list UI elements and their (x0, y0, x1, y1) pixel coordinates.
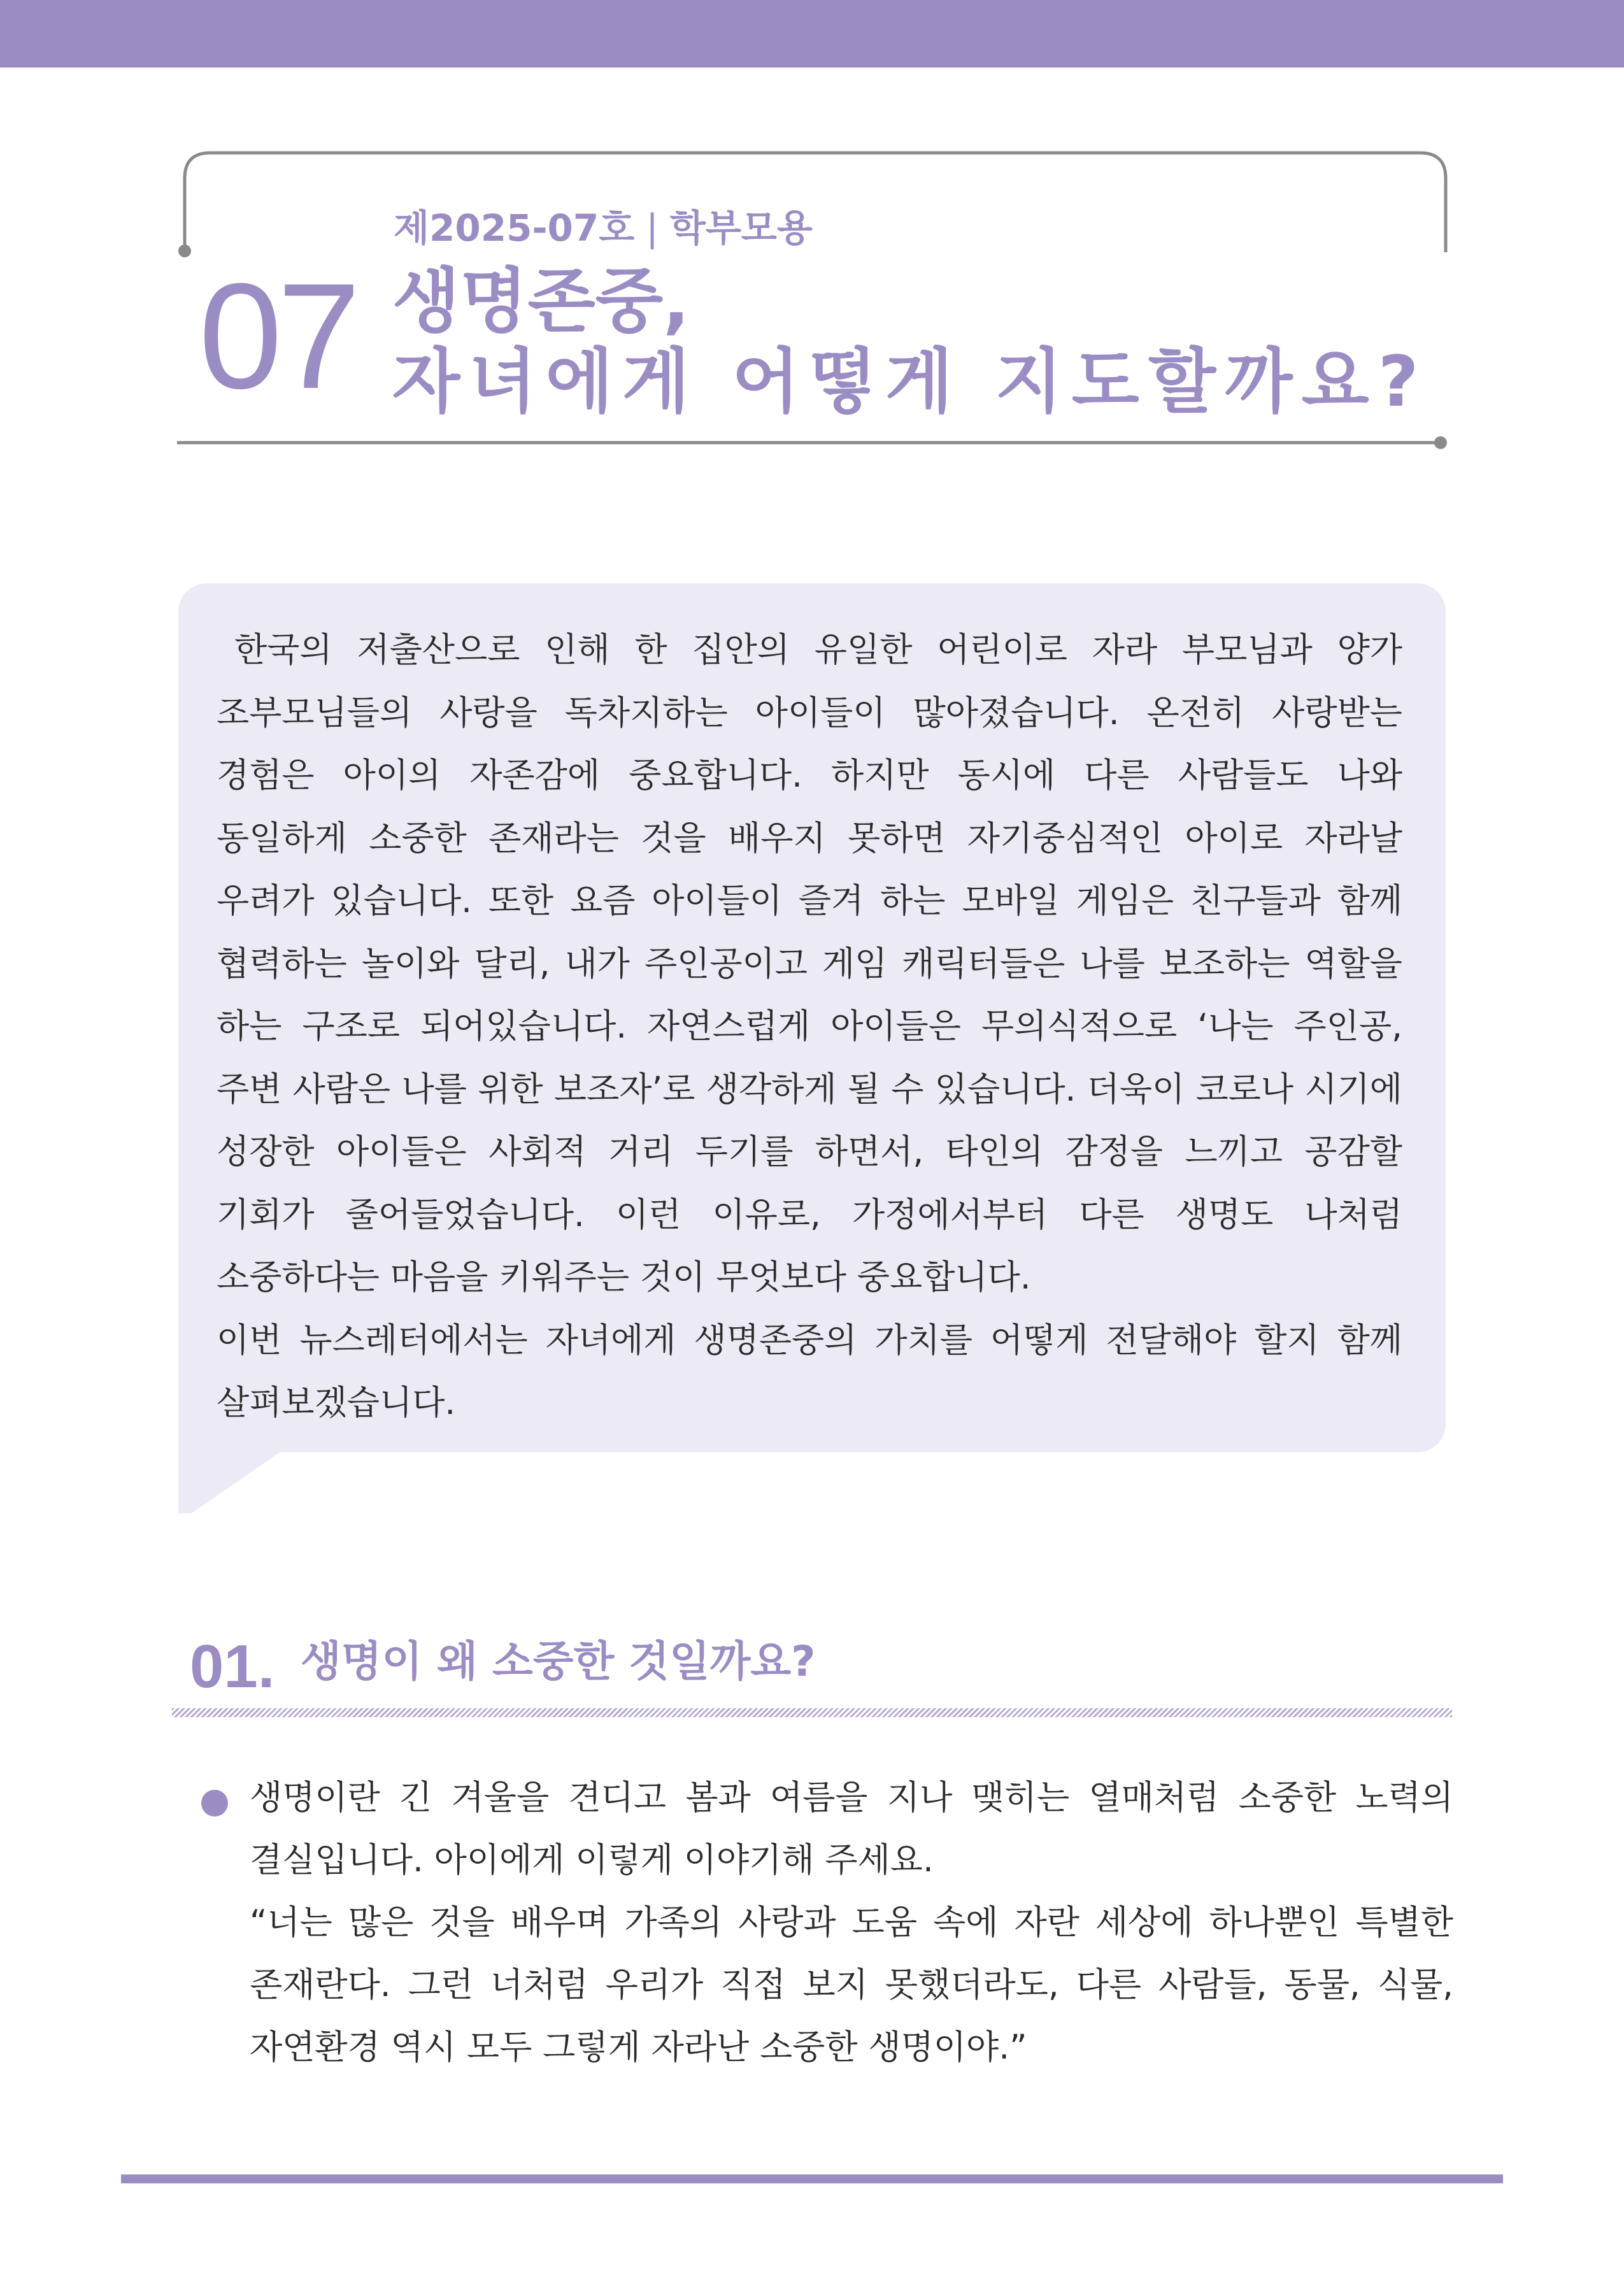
intro-line: 성장한 아이들은 사회적 거리 두기를 하면서, 타인의 감정을 느끼고 공감할 (217, 1132, 1402, 1171)
bullet-line: 결실입니다. 아이에게 이렇게 이야기해 주세요. (250, 1841, 934, 1880)
section-number: 01. (190, 1632, 275, 1701)
intro-line: 동일하게 소중한 존재라는 것을 배우지 못하면 자기중심적인 아이로 자라날 (217, 818, 1402, 858)
audience-label: 학부모용 (669, 206, 813, 250)
title-line-1: 생명존중, (392, 261, 690, 342)
intro-line: 소중하다는 마음을 키워주는 것이 무엇보다 중요합니다. (217, 1258, 1031, 1297)
intro-line: 기회가 줄어들었습니다. 이런 이유로, 가정에서부터 다른 생명도 나처럼 (217, 1195, 1402, 1234)
bullet-line: 생명이란 긴 겨울을 견디고 봄과 여름을 지나 맺히는 열매처럼 소중한 노력의 (250, 1778, 1453, 1817)
section-heading (172, 1615, 1452, 1724)
intro-paragraph (217, 619, 1402, 1435)
intro-line: 경험은 아이의 자존감에 중요합니다. 하지만 동시에 다른 사람들도 나와 (217, 756, 1402, 795)
title-line-2: 자녀에게 어떻게 지도할까요? (392, 341, 1428, 422)
intro-line: 우려가 있습니다. 또한 요즘 아이들이 즐겨 하는 모바일 게임은 친구들과 함께 (217, 882, 1402, 920)
bullet-line: 존재란다. 그런 너처럼 우리가 직접 보지 못했더라도, 다른 사람들, 동물, 식물, (250, 1966, 1453, 2004)
bullet-line: 자연환경 역시 모두 그렇게 자라난 소중한 생명이야.” (250, 2028, 1027, 2067)
section-title: 생명이 왜 소중한 것일까요? (301, 1637, 816, 1686)
intro-line: 이번 뉴스레터에서는 자녀에게 생명존중의 가치를 어떻게 전달해야 할지 함께 (217, 1320, 1402, 1360)
newsletter-number: 07 (199, 252, 356, 420)
intro-line: 협력하는 놀이와 달리, 내가 주인공이고 게임 캐릭터들은 나를 보조하는 역할을 (217, 944, 1402, 983)
intro-speech-bubble (176, 583, 1446, 1520)
intro-line: 한국의 저출산으로 인해 한 집안의 유일한 어린이로 자라 부모님과 양가 (234, 631, 1402, 669)
issue-number: 제2025-07호 (394, 206, 635, 250)
bullet-line: “너는 많은 것을 배우며 가족의 사랑과 도움 속에 자란 세상에 하나뿐인 특별한 (250, 1903, 1453, 1942)
intro-line: 조부모님들의 사랑을 독차지하는 아이들이 많아졌습니다. 온전히 사랑받는 (217, 693, 1402, 732)
intro-line: 하는 구조로 되어있습니다. 자연스럽게 아이들은 무의식적으로 ‘나는 주인공, (217, 1007, 1402, 1046)
bullet-paragraph (250, 1767, 1453, 2079)
page-title (392, 261, 1475, 422)
bottom-rule (121, 2174, 1503, 2183)
bullet-dot-icon (201, 1790, 228, 1817)
issue-separator: | (646, 206, 659, 250)
intro-line: 주변 사람은 나를 위한 보조자’로 생각하게 될 수 있습니다. 더욱이 코로나 시기에 (217, 1069, 1402, 1109)
intro-line: 살펴보겠습니다. (217, 1383, 456, 1422)
section-divider (172, 1708, 1452, 1717)
issue-line (394, 203, 813, 253)
